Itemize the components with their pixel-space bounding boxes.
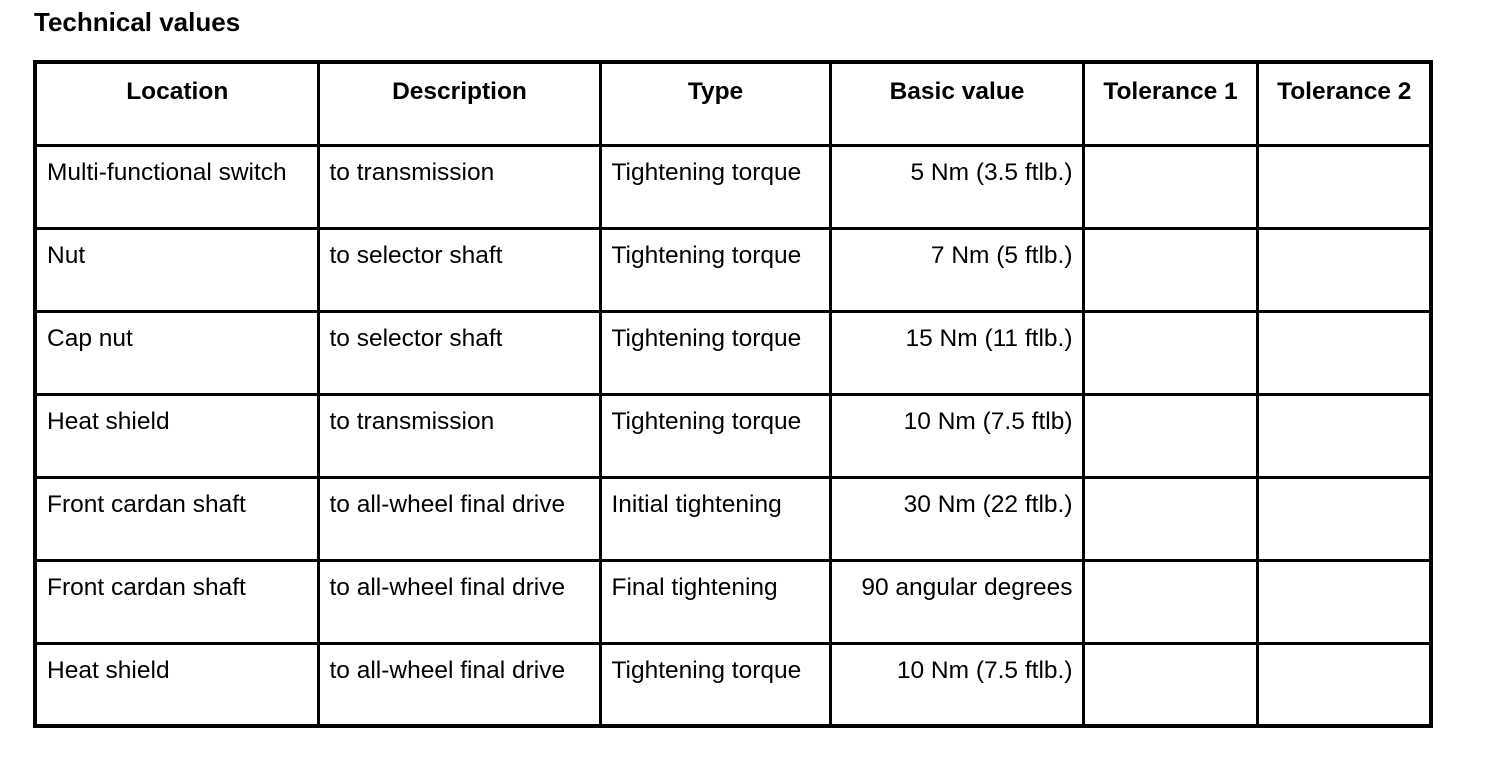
cell-tolerance-2: [1257, 477, 1431, 560]
cell-tolerance-2: [1257, 228, 1431, 311]
cell-tolerance-1: [1083, 477, 1257, 560]
table-row: [35, 311, 1431, 394]
table-row: [35, 560, 1431, 643]
cell-tolerance-1: [1083, 394, 1257, 477]
header-location: Location: [35, 62, 318, 145]
cell-basic-value: 90 angular degrees: [830, 560, 1083, 643]
cell-description: to transmission: [318, 145, 600, 228]
table-row: [35, 394, 1431, 477]
table-row: [35, 145, 1431, 228]
header-basic-value: Basic value: [830, 62, 1083, 145]
cell-description: to all-wheel final drive: [318, 560, 600, 643]
cell-location: Front cardan shaft: [35, 477, 318, 560]
cell-description: to selector shaft: [318, 228, 600, 311]
cell-location: Cap nut: [35, 311, 318, 394]
header-tolerance-1: Tolerance 1: [1083, 62, 1257, 145]
cell-basic-value: 5 Nm (3.5 ftlb.): [830, 145, 1083, 228]
technical-values-table: [33, 60, 1433, 728]
cell-tolerance-1: [1083, 311, 1257, 394]
cell-location: Heat shield: [35, 394, 318, 477]
cell-type: Tightening torque: [600, 394, 830, 477]
header-description: Description: [318, 62, 600, 145]
cell-basic-value: 15 Nm (11 ftlb.): [830, 311, 1083, 394]
cell-type: Final tightening: [600, 560, 830, 643]
header-type: Type: [600, 62, 830, 145]
cell-tolerance-1: [1083, 643, 1257, 726]
table-header-row: [35, 62, 1431, 145]
page-title: Technical values: [34, 7, 241, 37]
cell-basic-value: 30 Nm (22 ftlb.): [830, 477, 1083, 560]
table-row: [35, 228, 1431, 311]
cell-type: Tightening torque: [600, 643, 830, 726]
cell-tolerance-2: [1257, 394, 1431, 477]
table-row: [35, 643, 1431, 726]
cell-basic-value: 7 Nm (5 ftlb.): [830, 228, 1083, 311]
header-tolerance-2: Tolerance 2: [1257, 62, 1431, 145]
cell-tolerance-2: [1257, 145, 1431, 228]
cell-description: to all-wheel final drive: [318, 643, 600, 726]
cell-tolerance-1: [1083, 228, 1257, 311]
cell-type: Tightening torque: [600, 145, 830, 228]
cell-basic-value: 10 Nm (7.5 ftlb.): [830, 643, 1083, 726]
table-row: [35, 477, 1431, 560]
cell-tolerance-1: [1083, 145, 1257, 228]
cell-description: to selector shaft: [318, 311, 600, 394]
cell-type: Tightening torque: [600, 311, 830, 394]
cell-description: to transmission: [318, 394, 600, 477]
cell-tolerance-2: [1257, 560, 1431, 643]
cell-description: to all-wheel final drive: [318, 477, 600, 560]
cell-location: Multi-functional switch: [35, 145, 318, 228]
cell-location: Nut: [35, 228, 318, 311]
cell-location: Front cardan shaft: [35, 560, 318, 643]
cell-tolerance-2: [1257, 311, 1431, 394]
cell-tolerance-1: [1083, 560, 1257, 643]
cell-basic-value: 10 Nm (7.5 ftlb): [830, 394, 1083, 477]
cell-location: Heat shield: [35, 643, 318, 726]
cell-type: Tightening torque: [600, 228, 830, 311]
cell-tolerance-2: [1257, 643, 1431, 726]
cell-type: Initial tightening: [600, 477, 830, 560]
